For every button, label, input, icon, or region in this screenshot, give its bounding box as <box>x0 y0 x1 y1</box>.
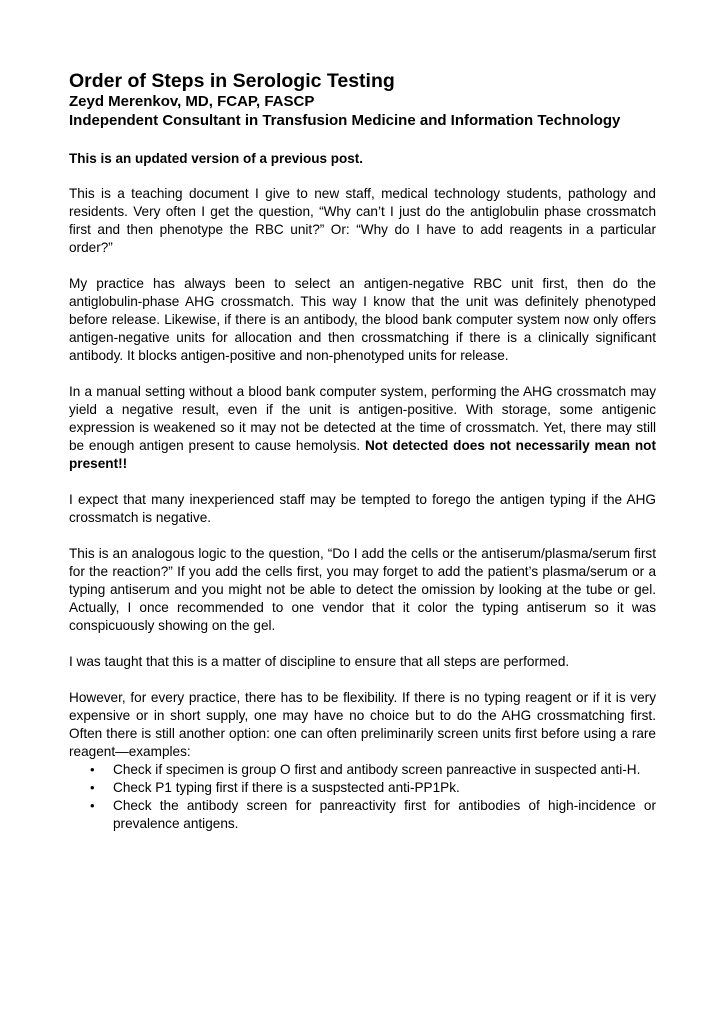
paragraph-expectation: I expect that many inexperienced staff may be tempted to forego the antigen typing if the AHG crossmatch is negative. <box>69 492 656 525</box>
paragraph-discipline: I was taught that this is a matter of discipline to ensure that all steps are performed. <box>69 654 570 669</box>
list-item <box>69 761 656 779</box>
paragraph-practice: My practice has always been to select an antigen-negative RBC unit first, then do the antiglobulin-phase AHG crossmatch. This way I know that the unit was definitely phenotyped before release. Likewise, if there is an antibody, the blood bank computer system now only offers antigen-negative units for allocation and then crossmatching if there is a clinically significant antibody. It blocks antigen-positive and non-phenotyped units for release. <box>69 276 656 363</box>
author-line: Zeyd Merenkov, MD, FCAP, FASCP <box>69 93 315 110</box>
document-page <box>69 70 656 833</box>
document-title: Order of Steps in Serologic Testing <box>69 70 395 92</box>
list-item <box>69 779 656 797</box>
paragraph-intro: This is a teaching document I give to new staff, medical technology students, pathology and residents. Very often I get the question, “Why can’t I just do the antiglobulin phase crossmatch first and then phenotype the RBC unit?” Or: “Why do I have to add reagents in a particular order?” <box>69 186 656 255</box>
emphasis-not-detected: Not detected does not necessarily mean not present!! <box>69 438 656 471</box>
paragraph-analogous-logic: This is an analogous logic to the question, “Do I add the cells or the antiserum/plasma/serum first for the reaction?” If you add the cells first, you may forget to add the patient’s plasma/serum or a typing antiserum and you might not be able to detect the omission by looking at the tube or gel. Actually, I once recommended to one vendor that it color the typing antiserum so it was conspicuously showing on the gel. <box>69 546 656 633</box>
paragraph-manual-setting-text: In a manual setting without a blood bank computer system, performing the AHG crossmatch may yield a negative result, even if the unit is antigen-positive. With storage, some antigenic expression is weakened so it may not be detected at the time of crossmatch. Yet, there may still be enough antigen present to cause hemolysis. <box>69 384 656 453</box>
list-item <box>69 797 656 833</box>
paragraph-manual-setting <box>69 383 656 473</box>
paragraph-flexibility: However, for every practice, there has to be flexibility. If there is no typing reagent or if it is very expensive or in short supply, one may have no choice but to do the AHG crossmatching first. Often there is still another option: one can often preliminarily screen units first before using a rare reagent—examples: <box>69 690 656 759</box>
bullet-icon: • <box>90 780 95 795</box>
update-note: This is an updated version of a previous post. <box>69 151 364 166</box>
examples-list <box>69 761 656 833</box>
list-item-text: Check if specimen is group O first and antibody screen panreactive in suspected anti-H. <box>113 762 641 777</box>
affiliation-line: Independent Consultant in Transfusion Medicine and Information Technology <box>69 112 621 129</box>
list-item-text: Check the antibody screen for panreactivity first for antibodies of high-incidence or prevalence antigens. <box>113 798 656 831</box>
bullet-icon: • <box>90 798 95 813</box>
bullet-icon: • <box>90 762 95 777</box>
list-item-text: Check P1 typing first if there is a suspstected anti-PP1Pk. <box>113 780 460 795</box>
